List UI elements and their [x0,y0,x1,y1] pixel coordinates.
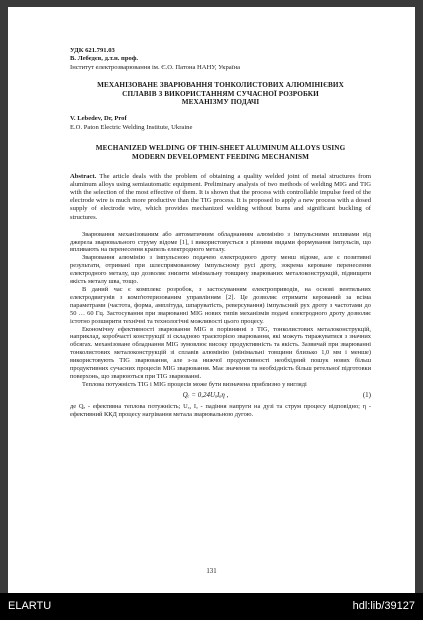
institute-en: E.O. Paton Electric Welding Institute, Ukraine [70,123,193,131]
body-paragraph: Економічну ефективності зварювання MIG в порівнянні з TIG, тонколистових металоконструкцій, наприклад, коробчасті конструкції зі складною траєкторією зварювання, які можуть тиражуватися з значних обсягах. механізоване обладнання MIG зумовлює високу продуктивність та якість. Зазвичай при зварюванні тонколистових металоконструкцій зі сплавів алюмінію (мінімальні товщини близько 1,0 мм і менше) використовують TIG зварювання, але з-за нижчої продуктивності необхідний пошук нових більш продуктивних сучасних процесів MIG зварювання. Має значення та необхідність більш ретельної підготовки поверхонь, що зварюються при TIG зварюванні. [70,325,371,380]
body-paragraph: В даний час є комплекс розробок, з застосуванням електроприводів, на основі вентильних електродвигунів з комп'ютеризованим управлінням [2]. Це дозволяє отримати керований за всіма параметрами (частота, форма, амплітуда, шпаруватість, реверсування) імпульсний рух дроту з частотами до 50 … 60 Гц. Застосування при зварюванні MIG нових типів механізмів подачі електродного дроту дозволяє істотно розширити технічні та технологічні можливості цього процесу. [70,285,371,325]
body-paragraph: Зварювання алюмінію з імпульсною подачею електродного дроту менш відоме, але є позитивні результати, отримані при шлеспрямованому імпульсному русі дроту, зокрема кероване перенесення електродного металу, що дозволяє знизити мінімальну товщину зварюваних металоконструкцій, підвищити якість металу шва, тощо. [70,254,371,286]
title-uk-line: МЕХАНІЗОВАНЕ ЗВАРЮВАННЯ ТОНКОЛИСТОВИХ АЛЮМІНІЄВИХ [97,81,344,90]
page-number: 131 [206,568,217,575]
abstract-text: The article deals with the problem of obtaining a quality welded joint of metal structures from aluminum alloys using semiautomatic equipment. Preliminary analysis of two methods of welding MIG and TIG with the selection of the most effective of them. It is shown that the process with controllable impulse feed of the electrode wire is much more productive than the TIG process. It is proposed to apply a new process with a dosed supply of electrode wire, which provides mechanized welding without burns and significant buckling of structures. [70,173,372,221]
title-uk [70,81,371,106]
body-paragraph: Теплова потужність TIG і MIG процесів може бути визначена приблизно у вигляді [82,380,307,388]
footer-bar [0,593,423,620]
journal-page [8,7,415,593]
abstract-label: Abstract. [70,173,97,181]
title-en-line: MECHANIZED WELDING OF THIN-SHEET ALUMINUM ALLOYS USING [95,144,346,153]
udc-code: УДК 621.791.03 [70,47,115,54]
equation-1 [70,391,371,399]
author-en: V. Lebedev, Dr, Prof [70,115,127,123]
title-uk-line: СПЛАВІВ З ВИКОРИСТАННЯМ СУЧАСНОЇ РОЗРОБКИ [122,89,319,98]
title-uk-line: МЕХАНІЗМУ ПОДАЧІ [181,98,260,107]
title-en-line: MODERN DEVELOPMENT FEEDING MECHANISM [132,152,309,161]
handle-id: hdl:lib/39127 [352,600,415,612]
institute-uk: Інститут електрозварювання ім. Є.О. Патона НАНУ, Україна [70,63,241,71]
article-header [70,47,371,72]
author-uk: В. Лебедєв, д.т.н. проф. [70,55,139,63]
abstract [70,173,371,222]
author-en-block [70,115,371,132]
repository-name: ELARTU [8,600,52,612]
title-en [70,144,371,161]
body-paragraph: Зварювання механізованим або автоматичним обладнанням алюмінію з імпульсними впливами від джерела зварювального струму відоме [1], і використовується з різними видами формування імпульсів, що впливають на перенесення крапель електродного металу. [70,230,371,254]
formula: Qₑ = 0,24UₐIₐη , [182,390,229,399]
equation-number: (1) [362,390,371,399]
variable-definitions: де Qₑ - ефективна теплова потужність; Uₐ, Iₐ - падіння напруги на дузі та струм процесу відповідно; η - ефективний ККД процесу нагрівання метала зварювальною дугою. [70,402,371,418]
